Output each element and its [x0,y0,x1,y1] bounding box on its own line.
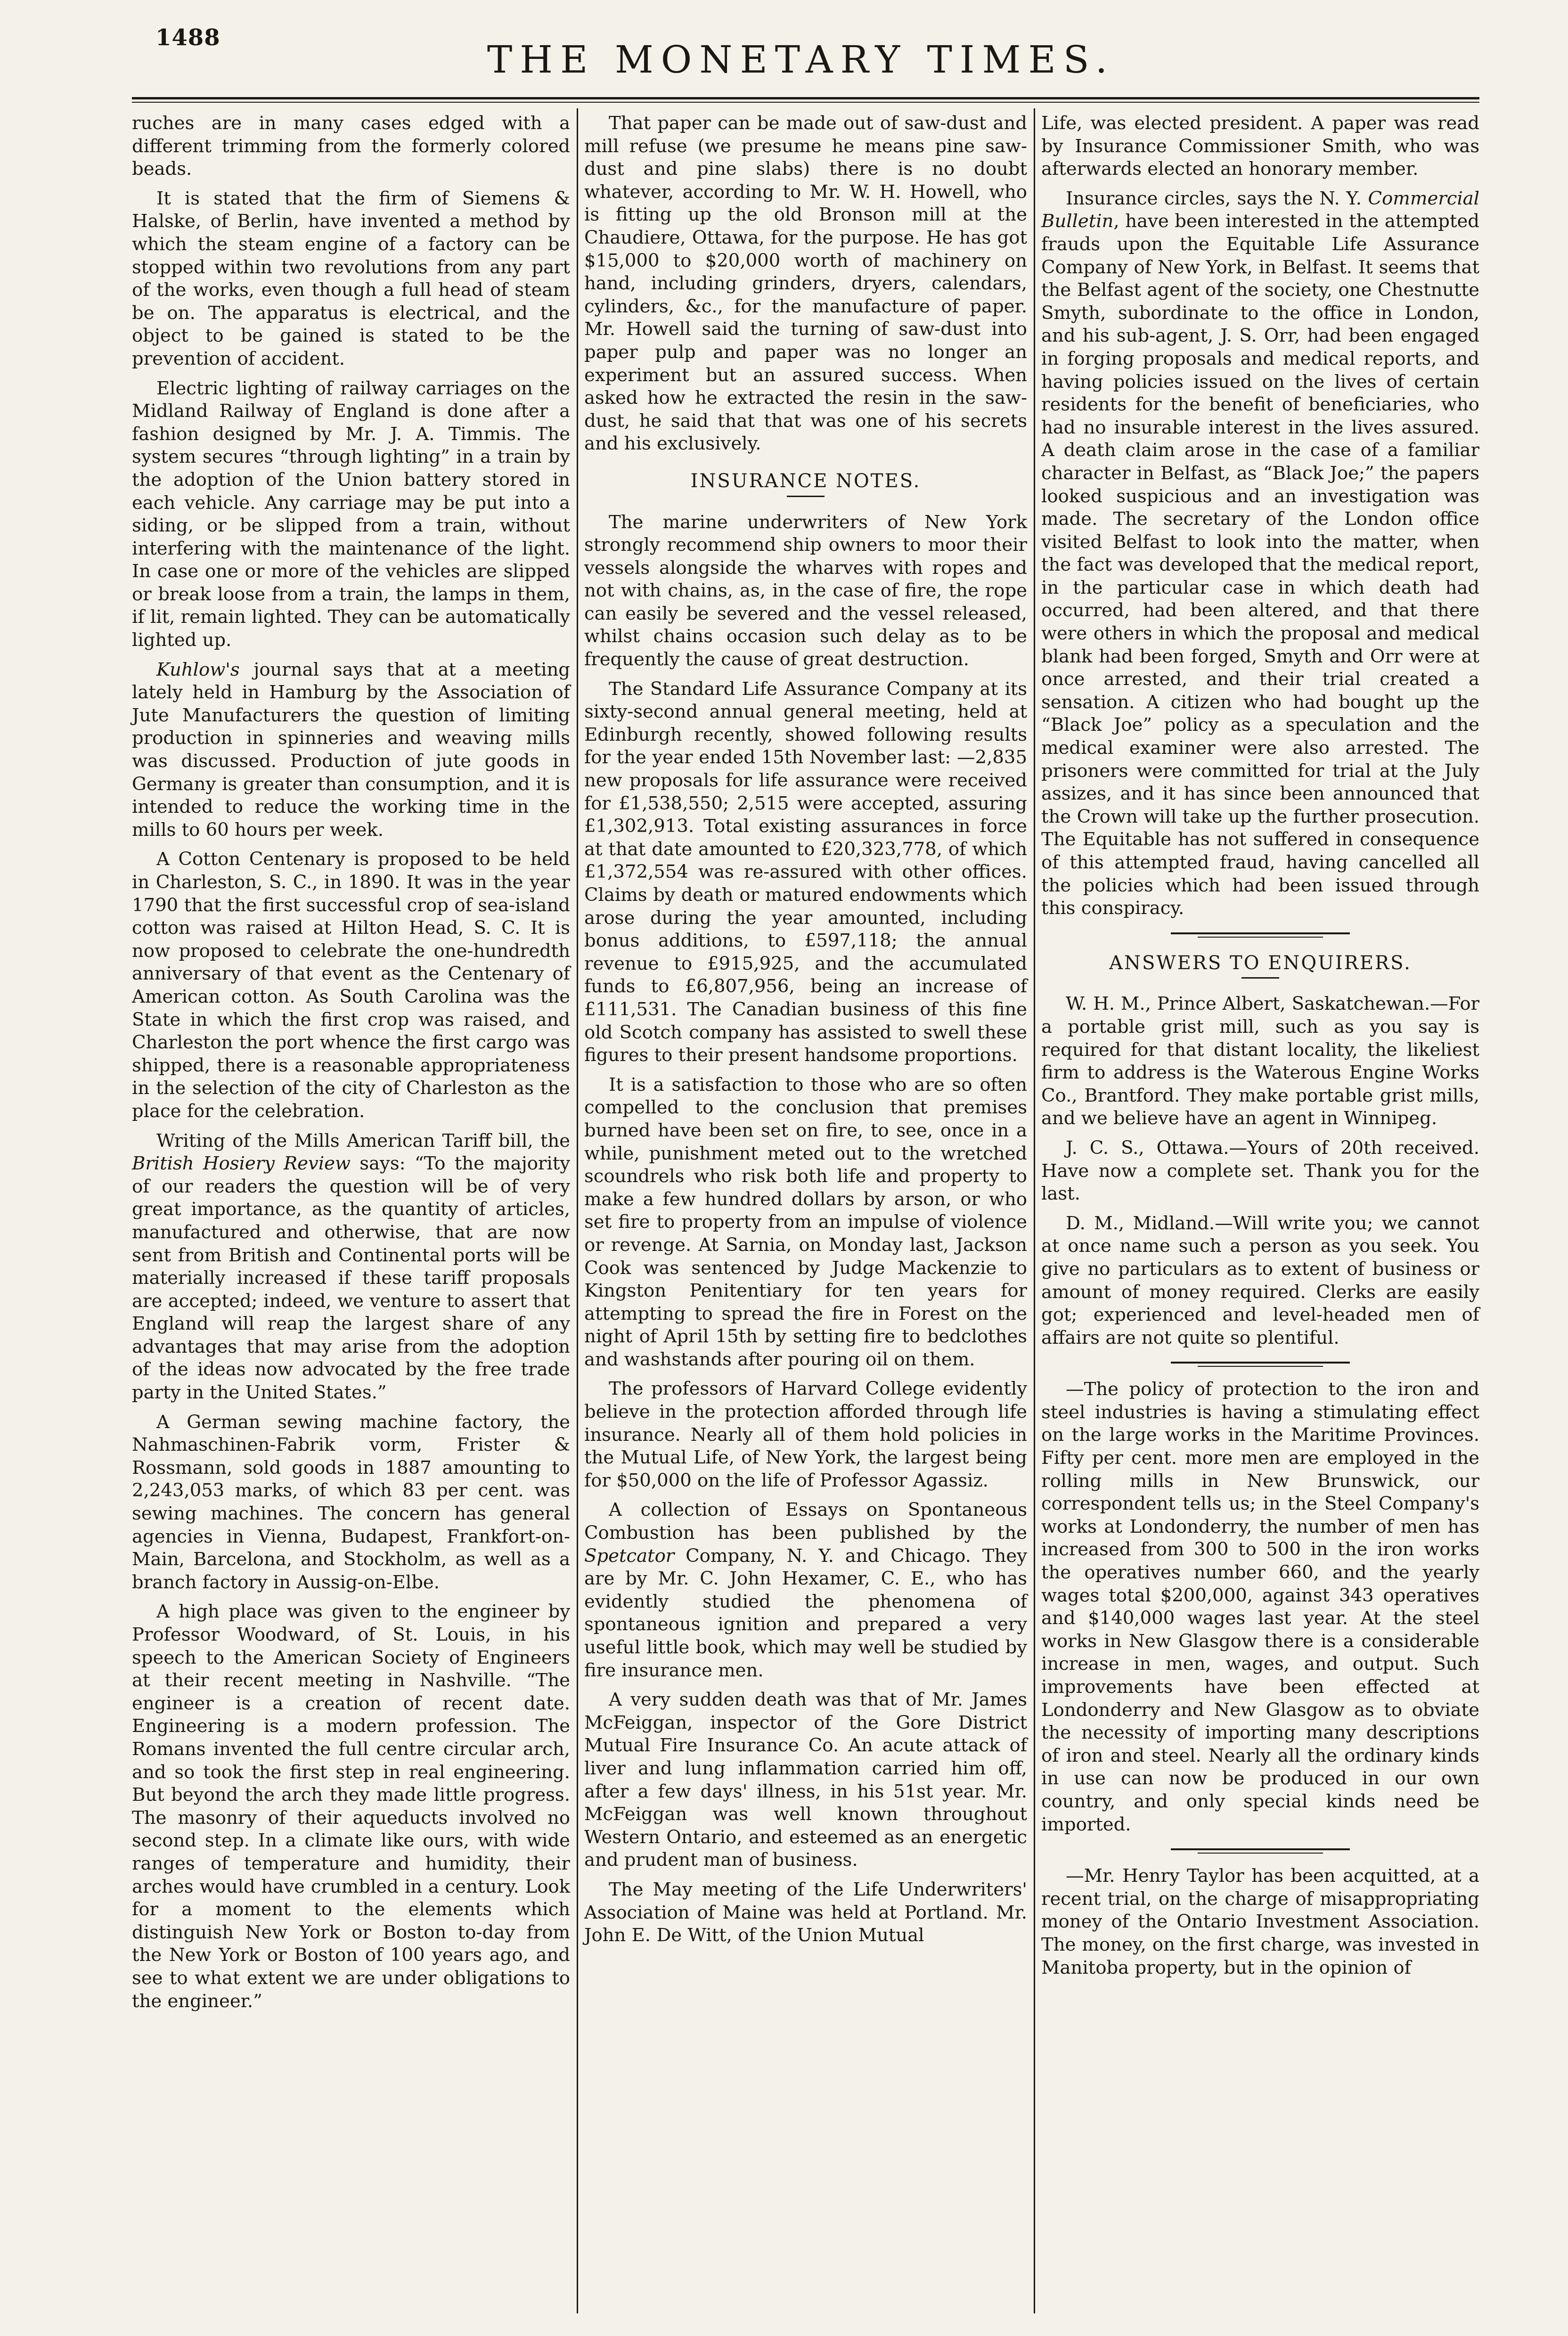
paragraph-text: A very sudden death was that of Mr. James McFeiggan, inspector of the Gore District Mutual Fire Insurance Co. An acute attack of liver and lung inflammation carried him off, after a few days' illness, in his 51st year. Mr. McFeiggan was well known throughout Western Ontario, and esteemed as an energetic and prudent man of business. [584,1689,1027,1871]
paragraph [584,1689,1027,1872]
heading-divider [1241,977,1279,979]
paragraph [132,1411,570,1594]
paragraph-text: D. M., Midland.—Will write you; we cannot at once name such a person as you seek. You give no particulars as to extent of business or amount of money required. Clerks are easily got; experienced and level-headed men of affairs are not quite so plentiful. [1041,1212,1479,1348]
paragraph-text: —The policy of protection to the iron and steel industries is having a stimulating effect on the large works in the Maritime Provinces. Fifty per cent. more men are employed in the rolling mills in New Brunswick, our correspondent tells us; in the Steel Company's works at Londonderry, the number of men has increased from 300 to 500 in the iron works the operatives number 660, and the yearly wages total $200,000, against 343 operatives and $140,000 wages last year. At the steel works in New Glasgow there is a considerable increase in men, wages, and output. Such improvements have been effected at Londonderry and New Glasgow as to obviate the necessity of importing many descriptions of iron and steel. Nearly all the ordinary kinds in use can now be produced in our own country, and only special kinds need be imported. [1041,1379,1479,1835]
paragraph [584,1879,1027,1947]
paragraph-text: A German sewing machine factory, the Nahmaschinen-Fabrik vorm, Frister & Rossmann, sold goods in 1887 amounting to 2,243,053 marks, of which 83 per cent. was sewing machines. The concern has general agencies in Vienna, Budapest, Frankfort-on-Main, Barcelona, and Stockholm, as well as a branch factory in Aussig-on-Elbe. [132,1411,570,1593]
paragraph-text: J. C. S., Ottawa.—Yours of 20th received. Have now a complete set. Thank you for the last. [1041,1137,1479,1205]
paragraph [584,1074,1027,1372]
header-rule-thin [132,102,1479,103]
paragraph [584,511,1027,671]
paragraph-text: It is stated that the firm of Siemens & Halske, of Berlin, have invented a method by which the steam engine of a factory can be stopped within two revolutions from any part of the works, even though a full head of steam be on. The apparatus is electrical, and the object to be gained is stated to be the prevention of accident. [132,188,570,369]
paragraph-text: journal says that at a meeting lately held in Hamburg by the Association of Jute Manufacturers the question of limiting production in spinneries and weaving mills was discussed. Production of jute goods in Germany is greater than consumption, and it is intended to reduce the working time in the mills to 60 hours per week. [132,659,570,841]
page-number: 1488 [155,25,220,51]
publication-name: Kuhlow's [156,659,240,680]
paragraph [132,188,570,371]
paragraph [1041,993,1479,1130]
paragraph-text: The Standard Life Assurance Company at its sixty-second annual general meeting, held at Edinburgh recently, showed following results for the year ended 15th November last: —2,835 new proposals for life assurance were received for £1,538,550; 2,515 were accepted, assuring £1,302,913. Total existing assurances in force at that date amounted to £20,323,778, of which £1,372,554 was re-assured with other offices. Claims by death or matured endowments which arose during the year amounted, including bonus additions, to £597,118; the annual revenue to £915,925, and the accumulated funds to £6,807,956, being an increase of £111,531. The Canadian business of this fine old Scotch company has assisted to swell these figures to their present handsome proportions. [584,678,1027,1066]
section-heading-answers-to-enquirers: ANSWERS TO ENQUIRERS. [1109,952,1412,974]
article-list [584,511,1027,1947]
column-2 [584,112,1027,1954]
paragraph-text: says: “To the majority of our readers the question will be of very great importance, as the quantity of articles, manufactured and otherwise, that are now sent from British and Continental ports will be materially increased if these tariff proposals are accepted; indeed, we venture to assert that England will reap the largest share of any advantages that may arise from the adoption of the ideas now advocated by the free trade party in the United States.” [132,1153,570,1404]
paragraph [1041,1378,1479,1836]
paragraph-text: , have been interested in the attempted frauds upon the Equitable Life Assurance Company of New York, in Belfast. It seems that the Belfast agent of the society, one Chestnutte Smyth, subordinate to the office in London, and his sub-agent, J. S. Orr, had been engaged in forging proposals and medical reports, and having policies issued on the lives of certain residents for the benefit of beneficiaries, who had no insurable interest in the lives assured. A death claim arose in the case of a familiar character in Belfast, as “Black Joe;” the papers looked suspicious and an investigation was made. The secretary of the London office visited Belfast to look into the matter, when the fact was developed that the medical report, in the particular case in which death had occurred, had been altered, and that there were others in which the proposal and medical blank had been forged, Smyth and Orr were at once arrested, and their trial created a sensation. A citizen who had bought up the “Black Joe” policy as a speculation and the medical examiner were also arrested. The prisoners were committed for trial at the July assizes, and it has since been announced that the Crown will take up the further prosecution. The Equitable has not suffered in consequence of this attempted fraud, having cancelled all the policies which had been issued through this conspiracy. [1041,211,1479,919]
paragraph-text: It is a satisfaction to those who are so often compelled to the conclusion that premises burned have been set on fire, to see, once in a while, punishment meted out to the wretched scoundrels who risk both life and property to make a few hundred dollars by arson, or who set fire to property from an impulse of violence or revenge. At Sarnia, on Monday last, Jackson Cook was sentenced by Judge Mackenzie to Kingston Penitentiary for ten years for attempting to spread the fire in Forest on the night of April 15th by setting fire to bedclothes and washstands after pouring oil on them. [584,1074,1027,1370]
publication-name: British Hosiery Review [132,1153,351,1175]
paragraph-text: Life, was elected president. A paper was read by Insurance Commissioner Smith, who was afterwards elected an honorary member. [1041,113,1479,180]
paragraph [132,848,570,1123]
section-divider [1171,1362,1350,1367]
paragraph-text: The May meeting of the Life Underwriters' Association of Maine was held at Portland. Mr. John E. De Witt, of the Union Mutual [584,1879,1027,1946]
paragraph [132,659,570,842]
paragraph-text: Insurance circles, says the N. Y. [1066,188,1368,209]
publication-name: Commercial Bulletin [1041,188,1479,232]
paragraph [132,1130,570,1405]
column-1 [132,112,570,2019]
paragraph [1041,1137,1479,1206]
column-rule-2 [1034,108,1035,2313]
paragraph [132,1601,570,2013]
section-heading-insurance-notes: INSURANCE NOTES. [690,470,921,492]
paragraph-text: The marine underwriters of New York strongly recommend ship owners to moor their vessels alongside the wharves with ropes and not with chains, as, in the case of fire, the rope can easily be severed and the vessel released, whilst chains occasion such delay as to be frequently the cause of great destruction. [584,511,1027,670]
article-list [132,112,570,2013]
paragraph [1041,112,1479,181]
paragraph [1041,1865,1479,1979]
paragraph-text: The professors of Harvard College evidently believe in the protection afforded through life insurance. Nearly all of them hold policies in the Mutual Life, of New York, the largest being for $50,000 on the life of Professor Agassiz. [584,1378,1027,1491]
article-list [584,112,1027,456]
paragraph-text: That paper can be made out of saw-dust and mill refuse (we presume he means pine saw-dust and pine slabs) there is no doubt whatever, according to Mr. W. H. Howell, who is fitting up the old Bronson mill at the Chaudiere, Ottawa, for the purpose. He has got $15,000 to $20,000 worth of machinery on hand, including grinders, dryers, calendars, cylinders, &c., for the manufacture of paper. Mr. Howell said the turning of saw-dust into paper pulp and paper was no longer an experiment but an assured success. When asked how he extracted the resin in the saw-dust, he said that that was one of his secrets and his exclusively. [584,113,1027,455]
section-divider [1171,932,1350,938]
paragraph [132,112,570,181]
paragraph-text: ruches are in many cases edged with a different trimming from the formerly colored beads. [132,113,570,180]
article-list [1041,1378,1479,1836]
paragraph-text: W. H. M., Prince Albert, Saskatchewan.—For a portable grist mill, such as you say is required for that distant locality, the likeliest firm to address is the Waterous Engine Works Co., Brantford. They make portable grist mills, and we believe have an agent in Winnipeg. [1041,993,1479,1129]
paragraph-text: A collection of Essays on Spontaneous Combustion has been published by the [584,1499,1027,1544]
paragraph [584,1378,1027,1492]
masthead: THE MONETARY TIMES. [487,38,1115,82]
section-divider [1171,1848,1350,1854]
paragraph-text: Writing of the Mills American Tariff bill, the [156,1130,570,1152]
paragraph [1041,1212,1479,1350]
header-rule-thick [132,97,1479,99]
paragraph-text: Electric lighting of railway carriages on the Midland Railway of England is done after a fashion designed by Mr. J. A. Timmis. The system secures “through lighting” in a train by the adoption of the Union battery stored in each vehicle. Any carriage may be put into a siding, or be slipped from a train, without interfering with the maintenance of the light. In case one or more of the vehicles are slipped or break loose from a train, the lamps in them, if lit, remain lighted. They can be automatically lighted up. [132,377,570,651]
column-3 [1041,112,1479,1986]
paragraph-text: —Mr. Henry Taylor has been acquitted, at a recent trial, on the charge of misappropriating money of the Ontario Investment Association. The money, on the first charge, was invested in Manitoba property, but in the opinion of [1041,1865,1479,1978]
article-list [1041,993,1479,1349]
column-rule-1 [577,108,578,2313]
paragraph-text: A Cotton Centenary is proposed to be held in Charleston, S. C., in 1890. It was in the year 1790 that the first successful crop of sea-island cotton was raised at Hilton Head, S. C. It is now proposed to celebrate the one-hundredth anniversary of that event as the Centenary of American cotton. As South Carolina was the State in which the first crop was raised, and Charleston the port whence the first cargo was shipped, there is a reasonable appropriateness in the selection of the city of Charleston as the place for the celebration. [132,849,570,1122]
paragraph [584,112,1027,456]
article-list [1041,112,1479,920]
paragraph-text: Company, N. Y. and Chicago. They are by Mr. C. John Hexamer, C. E., who has evidently studied the phenomena of spontaneous ignition and prepared a very useful little book, which may well be studied by fire insurance men. [584,1545,1027,1681]
paragraph [132,377,570,652]
heading-divider [787,496,825,497]
publication-name: Spetcator [584,1545,675,1567]
paragraph-text: A high place was given to the engineer by Professor Woodward, of St. Louis, in his speech to the American Society of Engineers at their recent meeting in Nashville. “The engineer is a creation of recent date. Engineering is a modern profession. The Romans invented the full centre circular arch, and so took the first step in real engineering. But beyond the arch they made little progress. The masonry of their aqueducts involved no second step. In a climate like ours, with wide ranges of temperature and humidity, their arches would have crumbled in a century. Look for a moment to the elements which distinguish New York or Boston to-day from the New York or Boston of 100 years ago, and see to what extent we are under obligations to the engineer.” [132,1601,570,2012]
paragraph [584,678,1027,1067]
paragraph [1041,188,1479,920]
article-list [1041,1865,1479,1979]
paragraph [584,1499,1027,1682]
